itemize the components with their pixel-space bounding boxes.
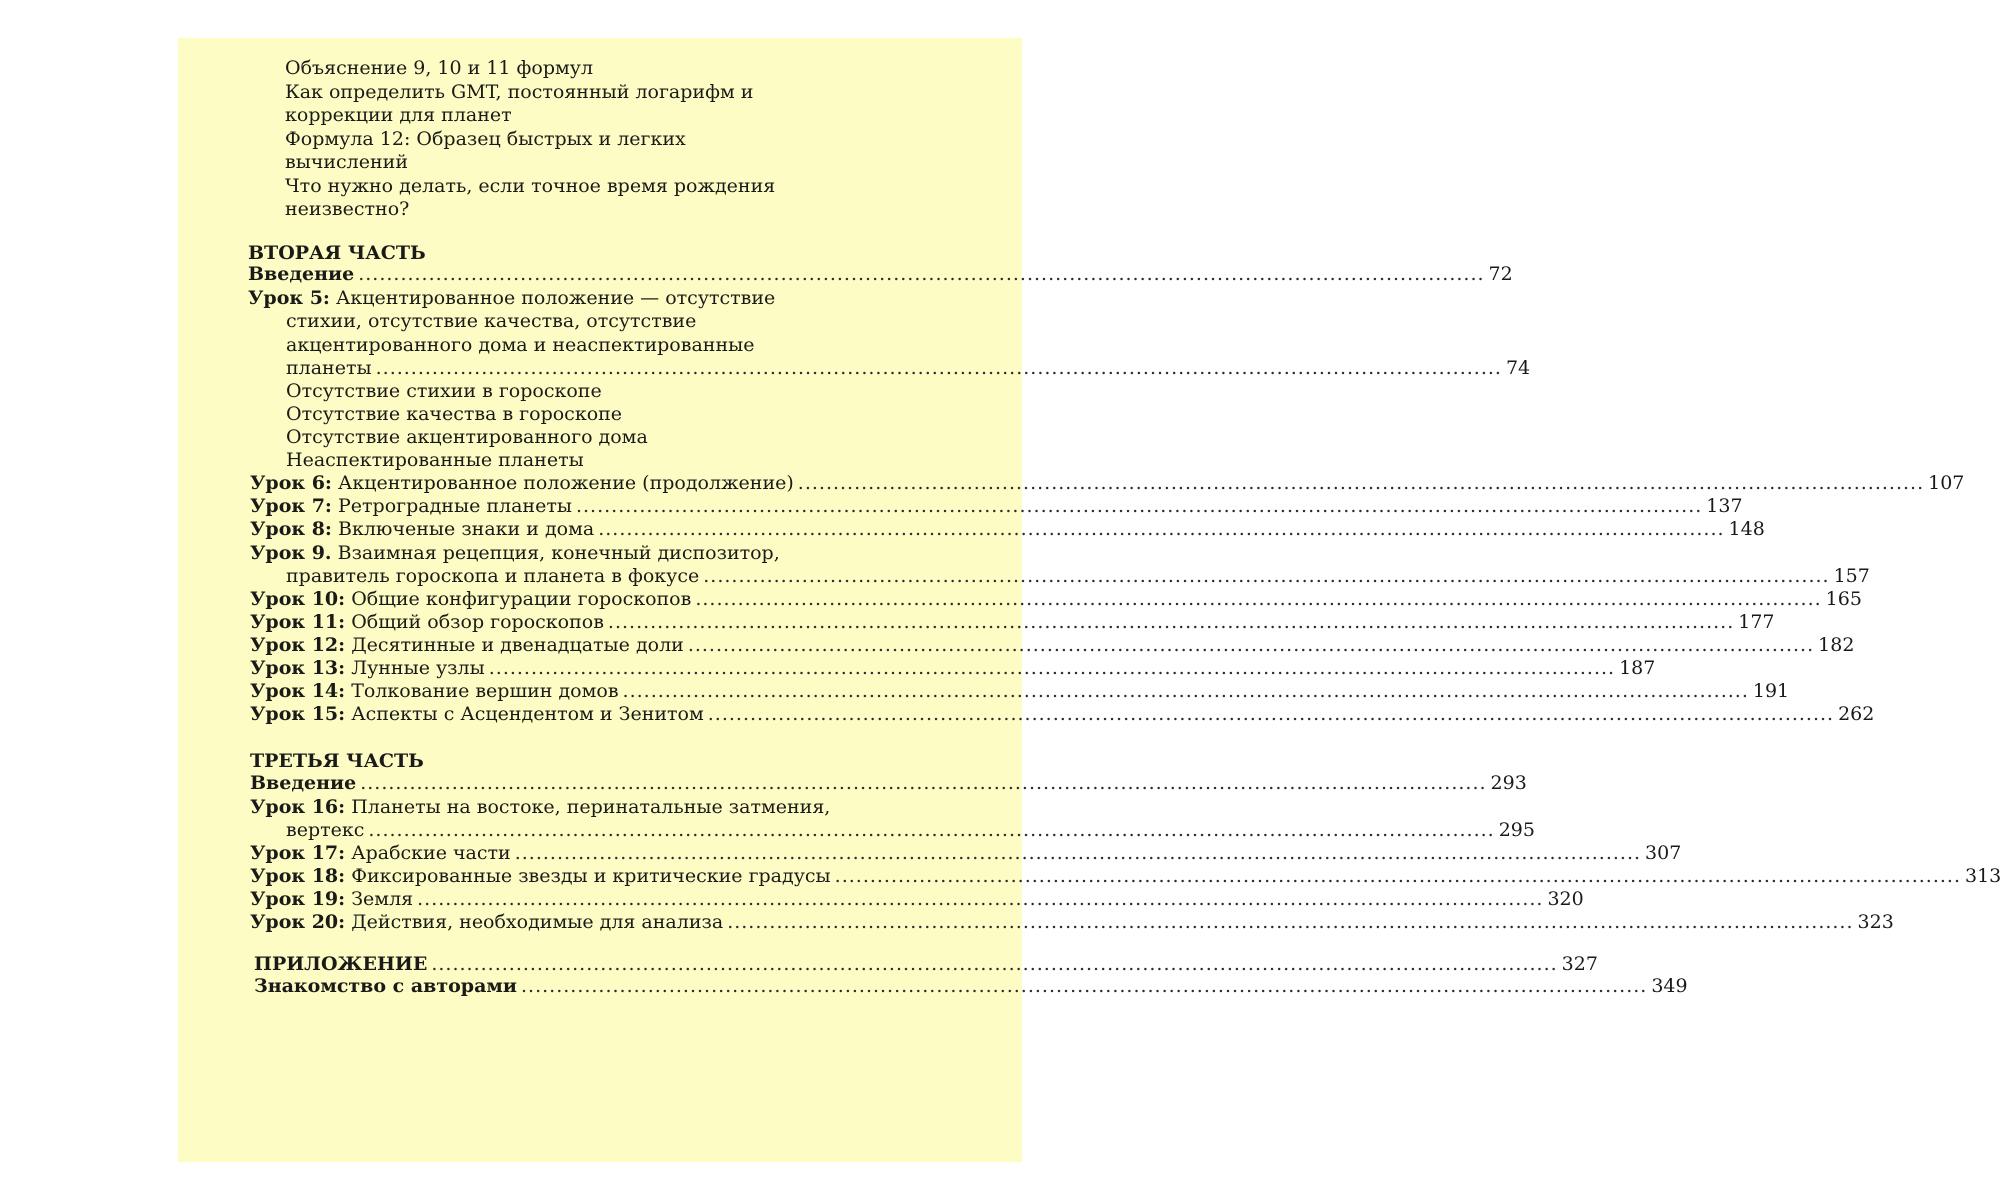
dot-leader: ................................................................................................................................................................ (360, 772, 1487, 794)
page-number: 327 (1561, 953, 1598, 975)
page-number: 148 (1728, 518, 1765, 540)
toc-label: Введение (250, 772, 357, 794)
lesson-title: Толкование вершин домов (351, 680, 619, 702)
lesson-title: Акцентированное положение (продолжение) (338, 472, 794, 494)
toc-entry-cont (286, 564, 1870, 588)
dot-leader: ................................................................................................................................................................ (607, 611, 1735, 633)
lesson-label: Урок 5: (248, 287, 330, 309)
toc-label: Введение (248, 263, 355, 285)
toc-entry (248, 286, 1092, 310)
toc-entry (250, 494, 1743, 518)
page-number: 307 (1645, 842, 1682, 864)
lesson-label: Урок 7: (250, 495, 332, 517)
toc-entry (254, 952, 1598, 976)
lesson-label: Урок 17: (250, 842, 346, 864)
page-number: 191 (1752, 680, 1790, 702)
toc-entry (250, 610, 1775, 634)
toc-text: планеты (286, 357, 372, 379)
page-number: 177 (1738, 611, 1775, 633)
lesson-label: Урок 18: (250, 865, 346, 887)
toc-subitem: Отсутствие акцентированного дома (286, 426, 648, 448)
book-page (178, 38, 2001, 1162)
page-number: 137 (1706, 495, 1743, 517)
toc-entry (250, 587, 1862, 611)
page-number: 320 (1547, 888, 1584, 910)
dot-leader: ................................................................................................................................................................ (797, 472, 1925, 494)
lesson-title: Лунные узлы (351, 657, 485, 679)
lesson-label: Урок 13: (250, 657, 346, 679)
lesson-title: Арабские части (351, 842, 511, 864)
page-number: 157 (1833, 565, 1870, 587)
page-number: 165 (1825, 588, 1862, 610)
dot-leader: ................................................................................................................................................................ (727, 911, 1854, 933)
toc-entry (250, 771, 1527, 795)
lesson-label: Урок 6: (250, 472, 332, 494)
lesson-title: Планеты на востоке, перинатальные затмения, (351, 796, 831, 818)
page-number: 262 (1838, 703, 1875, 725)
dot-leader: ................................................................................................................................................................ (514, 842, 1642, 864)
dot-leader: ................................................................................................................................................................ (834, 865, 1961, 887)
toc-entry (250, 517, 1765, 541)
lesson-title: Включеные знаки и дома (338, 518, 595, 540)
lesson-label: Урок 20: (250, 911, 346, 933)
toc-subitem: Как определить GMT, постоянный логарифм и (285, 81, 754, 103)
lesson-title: Действия, необходимые для анализа (351, 911, 724, 933)
toc-subitem: неизвестно? (285, 198, 410, 220)
lesson-title: Земля (351, 888, 414, 910)
dot-leader: ................................................................................................................................................................ (622, 680, 1749, 702)
lesson-title: Общие конфигурации гороскопов (351, 588, 692, 610)
toc-entry-cont: акцентированного дома и неаспектированные (286, 334, 755, 356)
dot-leader: ................................................................................................................................................................ (707, 703, 1835, 725)
section-heading: ВТОРАЯ ЧАСТЬ (248, 242, 426, 264)
toc-entry (250, 864, 2001, 888)
lesson-title: Взаимная рецепция, конечный диспозитор, (337, 542, 780, 564)
toc-subitem: Формула 12: Образец быстрых и легких (285, 128, 686, 150)
toc-entry (254, 974, 1688, 998)
toc-entry (250, 679, 1790, 703)
toc-entry (250, 471, 1965, 495)
toc-entry (250, 841, 1682, 865)
dot-leader: ................................................................................................................................................................ (703, 565, 1830, 587)
lesson-label: Урок 8: (250, 518, 332, 540)
page-number: 313 (1964, 865, 2001, 887)
toc-entry-cont: стихии, отсутствие качества, отсутствие (286, 310, 697, 332)
page-number: 293 (1490, 772, 1527, 794)
toc-entry (250, 541, 1094, 565)
lesson-title: Аспекты с Асцендентом и Зенитом (351, 703, 704, 725)
lesson-title: Акцентированное положение — отсутствие (336, 287, 776, 309)
dot-leader: ................................................................................................................................................................ (687, 634, 1815, 656)
lesson-label: Урок 16: (250, 796, 346, 818)
toc-entry (250, 910, 1894, 934)
lesson-label: Урок 10: (250, 588, 346, 610)
dot-leader: ................................................................................................................................................................ (417, 888, 1544, 910)
toc-entry (250, 656, 1656, 680)
page-number: 295 (1498, 819, 1535, 841)
lesson-label: Урок 19: (250, 888, 346, 910)
dot-leader: ................................................................................................................................................................ (575, 495, 1703, 517)
lesson-title: Фиксированные звезды и критические градусы (351, 865, 831, 887)
toc-entry (250, 795, 1094, 819)
toc-subitem: Отсутствие качества в гороскопе (286, 403, 623, 425)
page-number: 323 (1857, 911, 1894, 933)
dot-leader: ................................................................................................................................................................ (431, 953, 1558, 975)
lesson-label: Урок 11: (250, 611, 346, 633)
section-heading: ТРЕТЬЯ ЧАСТЬ (250, 750, 424, 772)
toc-subitem: Объяснение 9, 10 и 11 формул (285, 57, 594, 79)
toc-label: ПРИЛОЖЕНИЕ (254, 953, 428, 975)
dot-leader: ................................................................................................................................................................ (598, 518, 1725, 540)
dot-leader: ................................................................................................................................................................ (521, 975, 1648, 997)
lesson-title: Десятинные и двенадцатые доли (351, 634, 684, 656)
dot-leader: ................................................................................................................................................................ (375, 357, 1502, 379)
toc-entry (250, 633, 1855, 657)
lesson-label: Урок 14: (250, 680, 346, 702)
toc-entry (250, 702, 1875, 726)
toc-entry (248, 262, 1513, 286)
toc-label: Знакомство с авторами (254, 975, 517, 997)
lesson-label: Урок 9. (250, 542, 332, 564)
page-number: 72 (1488, 263, 1513, 285)
toc-text: вертекс (286, 819, 365, 841)
toc-subitem: вычислений (285, 151, 408, 173)
dot-leader: ................................................................................................................................................................ (358, 263, 1485, 285)
toc-entry (250, 887, 1584, 911)
toc-entry-cont (286, 356, 1531, 380)
dot-leader: ................................................................................................................................................................ (695, 588, 1822, 610)
lesson-title: Общий обзор гороскопов (351, 611, 604, 633)
toc-subitem: Неаспектированные планеты (286, 449, 584, 471)
dot-leader: ................................................................................................................................................................ (488, 657, 1616, 679)
page-number: 349 (1651, 975, 1688, 997)
lesson-label: Урок 15: (250, 703, 346, 725)
page-number: 107 (1928, 472, 1965, 494)
toc-text: правитель гороскопа и планета в фокусе (286, 565, 700, 587)
toc-subitem: Что нужно делать, если точное время рождения (285, 175, 776, 197)
page-number: 182 (1818, 634, 1855, 656)
page-number: 187 (1619, 657, 1656, 679)
lesson-label: Урок 12: (250, 634, 346, 656)
lesson-title: Ретроградные планеты (338, 495, 572, 517)
toc-subitem: Отсутствие стихии в гороскопе (286, 380, 602, 402)
dot-leader: ................................................................................................................................................................ (368, 819, 1495, 841)
toc-entry-cont (286, 818, 1535, 842)
page-number: 74 (1505, 357, 1531, 379)
toc-subitem: коррекции для планет (285, 104, 512, 126)
